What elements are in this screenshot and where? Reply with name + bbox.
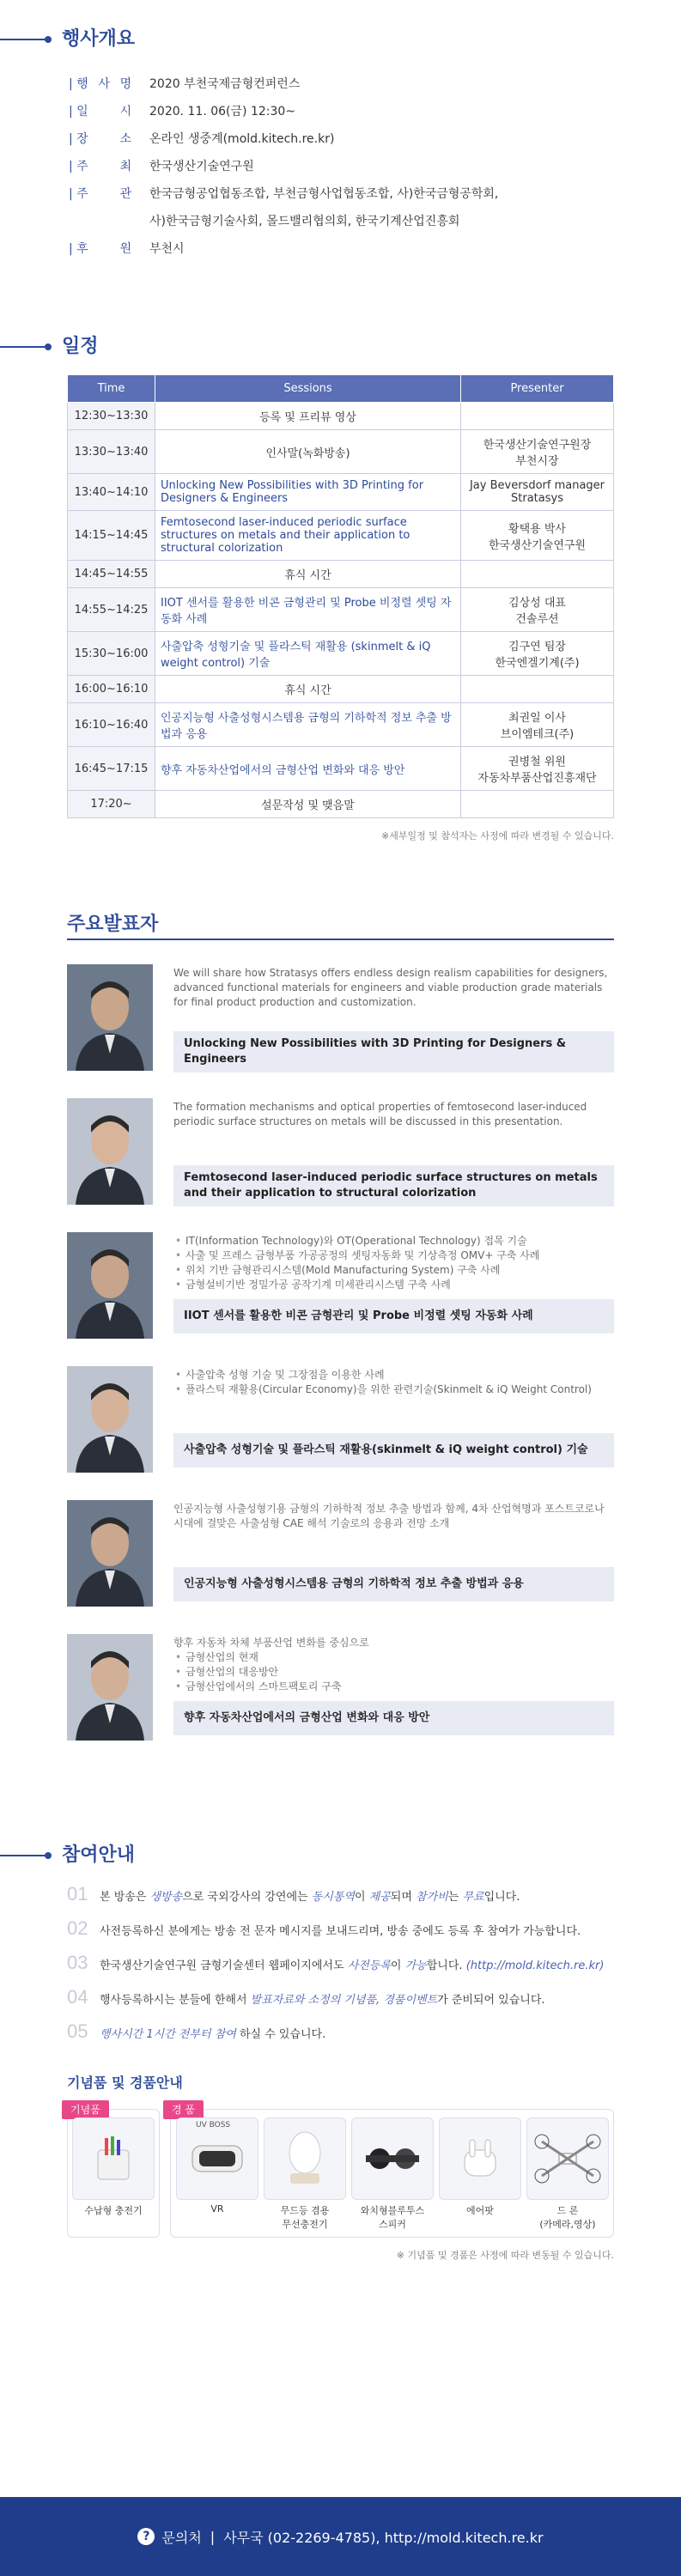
speaker-description xyxy=(173,1368,611,1397)
speaker-photo xyxy=(67,1366,153,1473)
overview-value: 온라인 생중계(mold.kitech.re.kr) xyxy=(149,132,335,146)
session-time: 14:45~14:55 xyxy=(68,561,155,588)
item-text: 행사등록하시는 분들에 한해서 발표자료와 소정의 기념품, 경품이벤트가 준비되어 있습니다. xyxy=(100,1994,545,2007)
conference-page xyxy=(0,15,681,2576)
speaker-card xyxy=(67,1624,614,1758)
airpods-icon xyxy=(439,2117,521,2200)
session-title: 인사말(녹화방송) xyxy=(155,430,461,474)
session-title: 사출압축 성형기술 및 플라스틱 재활용 (skinmelt & iQ weight control) 기술 xyxy=(155,632,461,676)
schedule-table xyxy=(67,374,614,818)
table-row xyxy=(68,430,614,474)
speaker-topic: Femtosecond laser-induced periodic surface structures on metals and their application to structural colorization xyxy=(173,1165,614,1206)
schedule-note: ※세부일정 및 참석자는 사정에 따라 변경될 수 있습니다. xyxy=(381,830,614,841)
table-row xyxy=(68,474,614,511)
watch-speaker-icon xyxy=(351,2117,434,2200)
list-item: • 위치 기반 금형관리시스템(Mold Manufacturing System) 구축 사례 xyxy=(173,1263,611,1278)
drone-icon xyxy=(526,2117,609,2200)
gift-charger: 수납형 충전기 xyxy=(72,2117,155,2217)
gift-prize: 드 론 (카메라,영상) xyxy=(526,2117,610,2231)
gifts-title: 기념품 및 경품안내 xyxy=(67,2075,183,2091)
list-item: • 사출 및 프레스 금형부품 가공공정의 셋팅자동화 및 기상측정 OMV+ 구축 사례 xyxy=(173,1249,611,1263)
speakers-title: 주요발표자 xyxy=(67,914,159,935)
session-title: 등록 및 프리뷰 영상 xyxy=(155,403,461,430)
speaker-topic: 인공지능형 사출성형시스템용 금형의 기하학적 정보 추출 방법과 응용 xyxy=(173,1567,614,1601)
schedule-column-header: Time xyxy=(68,375,155,403)
table-row xyxy=(68,791,614,818)
session-time: 15:30~16:00 xyxy=(68,632,155,676)
overview-row xyxy=(69,98,681,125)
item-text: 행사시간 1시간 전부터 참여 하실 수 있습니다. xyxy=(100,2028,326,2041)
footer-text[interactable]: 사무국 (02-2269-4785), http://mold.kitech.re.kr xyxy=(223,2529,544,2546)
session-presenter: 한국생산기술연구원장 부천시장 xyxy=(461,430,614,474)
table-row xyxy=(68,588,614,632)
question-icon: ? xyxy=(137,2528,155,2545)
overview-label: | 일 시 xyxy=(69,105,132,118)
table-row xyxy=(68,403,614,430)
item-number: 05 xyxy=(67,2020,88,2042)
overview-list xyxy=(0,67,681,263)
session-time: 14:55~14:25 xyxy=(68,588,155,632)
speaker-photo xyxy=(67,1500,153,1607)
overview-row xyxy=(69,153,681,180)
list-item: • IT(Information Technology)와 OT(Operational Technology) 접목 기술 xyxy=(173,1234,611,1249)
charger-icon xyxy=(72,2117,155,2200)
list-item: • 플라스틱 재활용(Circular Economy)을 위한 관련기술(Skinmelt & iQ Weight Control) xyxy=(173,1382,611,1397)
participation-item xyxy=(67,1986,681,2020)
speaker-topic: Unlocking New Possibilities with 3D Printing for Designers & Engineers xyxy=(173,1031,614,1072)
speaker-description: We will share how Stratasys offers endless design realism capabilities for designers, advanced functional materials for engineers and viable production grade materials for final product production and customization. xyxy=(173,967,608,1008)
prize-tag: 경 품 xyxy=(163,2100,204,2119)
session-presenter xyxy=(461,403,614,430)
session-time: 16:00~16:10 xyxy=(68,676,155,703)
table-row xyxy=(68,632,614,676)
item-number: 02 xyxy=(67,1917,88,1939)
participation-list xyxy=(0,1883,681,2055)
schedule-header-row xyxy=(68,375,614,403)
session-title: IIOT 센서를 활용한 비콘 금형관리 및 Probe 비정렬 셋팅 자동화 사례 xyxy=(155,588,461,632)
speaker-description xyxy=(173,1234,611,1292)
schedule-column-header: Presenter xyxy=(461,375,614,403)
overview-value: 사)한국금형기술사회, 몰드밸리협의회, 한국기계산업진흥회 xyxy=(149,215,460,228)
participation-title: 참여안내 xyxy=(62,1844,136,1866)
brand-label: UV BOSS xyxy=(196,2121,231,2129)
overview-row xyxy=(69,235,681,263)
overview-value: 한국생산기술연구원 xyxy=(149,160,254,173)
session-time: 14:15~14:45 xyxy=(68,511,155,561)
speaker-photo xyxy=(67,1098,153,1205)
session-time: 17:20~ xyxy=(68,791,155,818)
speaker-description: 인공지능형 사출성형기용 금형의 기하학적 정보 추출 방법과 함께, 4차 산업혁명과 포스트코로나 시대에 걸맞은 사출성형 CAE 해석 기술로의 응용과 전망 소개 xyxy=(173,1503,605,1529)
speakers-list xyxy=(0,954,681,1758)
footer-label: 문의처 xyxy=(161,2529,202,2546)
overview-title: 행사개요 xyxy=(62,28,136,50)
mood-lamp-icon xyxy=(264,2117,346,2200)
speaker-description: The formation mechanisms and optical properties of femtosecond laser-induced periodic surface structures on metals will be discussed in this presentation. xyxy=(173,1101,587,1127)
item-text: 사전등록하신 분에게는 방송 전 문자 메시지를 보내드리며, 방송 중에도 등록 후 참여가 가능합니다. xyxy=(100,1925,581,1938)
session-title: 설문작성 및 맺음말 xyxy=(155,791,461,818)
overview-row xyxy=(69,125,681,153)
session-title: Femtosecond laser-induced periodic surface structures on metals and their application to structural colorization xyxy=(155,511,461,561)
overview-label: | 장 소 xyxy=(69,132,132,146)
session-title: 휴식 시간 xyxy=(155,676,461,703)
session-presenter: 김상성 대표 건솔루션 xyxy=(461,588,614,632)
speaker-card xyxy=(67,1222,614,1356)
item-number: 04 xyxy=(67,1986,88,2008)
session-time: 12:30~13:30 xyxy=(68,403,155,430)
session-time: 13:30~13:40 xyxy=(68,430,155,474)
session-presenter xyxy=(461,561,614,588)
speaker-topic: 사출압축 성형기술 및 플라스틱 재활용(skinmelt & iQ weight control) 기술 xyxy=(173,1433,614,1467)
speaker-card xyxy=(67,1356,614,1490)
item-text: 본 방송은 생방송으로 국외강사의 강연에는 동시통역이 제공되며 참가비는 무료입니다. xyxy=(100,1891,520,1904)
session-title: Unlocking New Possibilities with 3D Printing for Designers & Engineers xyxy=(155,474,461,511)
table-row xyxy=(68,561,614,588)
speakers-header xyxy=(67,894,614,954)
session-time: 13:40~14:10 xyxy=(68,474,155,511)
session-presenter xyxy=(461,676,614,703)
participation-item xyxy=(67,1952,681,1986)
overview-row xyxy=(69,180,681,208)
gift-prize: 와치형블루투스 스피커 xyxy=(350,2117,435,2231)
overview-value: 부천시 xyxy=(149,242,185,256)
overview-label: | 주 관 xyxy=(69,187,132,201)
speaker-description: 향후 자동차 차체 부품산업 변화를 중심으로 • 금형산업의 현재 • 금형산업의 대응방안 • 금형산업에서의 스마트팩토리 구축 xyxy=(173,1636,611,1694)
souvenir-tag: 기념품 xyxy=(62,2100,109,2119)
session-presenter: 최권일 이사 브이엠테크(주) xyxy=(461,703,614,747)
session-presenter: 김구연 팀장 한국엔겔기계(주) xyxy=(461,632,614,676)
speaker-photo xyxy=(67,1232,153,1339)
overview-header xyxy=(0,15,681,67)
speaker-photo xyxy=(67,1634,153,1741)
speaker-card xyxy=(67,954,614,1088)
speaker-card xyxy=(67,1490,614,1624)
overview-label: | 행 사 명 xyxy=(69,77,132,91)
overview-label: | 후 원 xyxy=(69,242,132,256)
vr-headset-icon xyxy=(176,2117,258,2200)
schedule-header xyxy=(0,323,681,374)
gifts-note: ※ 기념품 및 경품은 사정에 따라 변동될 수 있습니다. xyxy=(396,2250,614,2261)
list-item: • 사출압축 성형 기술 및 그장점을 이용한 사례 xyxy=(173,1368,611,1382)
overview-row xyxy=(69,208,681,235)
schedule-table-wrap xyxy=(0,374,681,818)
table-row xyxy=(68,703,614,747)
list-item: • 금형산업의 현재 xyxy=(173,1650,611,1665)
table-row xyxy=(68,676,614,703)
speaker-topic: 향후 자동차산업에서의 금형산업 변화와 대응 방안 xyxy=(173,1701,614,1735)
overview-value: 2020 부천국제금형컨퍼런스 xyxy=(149,77,301,91)
list-item: • 금형산업에서의 스마트팩토리 구축 xyxy=(173,1680,611,1694)
gifts-box xyxy=(67,2100,614,2238)
overview-row xyxy=(69,70,681,98)
overview-label xyxy=(69,208,149,235)
session-presenter: 권병철 위원 자동차부품산업진흥재단 xyxy=(461,747,614,791)
session-time: 16:45~17:15 xyxy=(68,747,155,791)
item-number: 01 xyxy=(67,1883,88,1905)
list-item: • 금형산업의 대응방안 xyxy=(173,1665,611,1680)
gift-prize: 무드등 겸용 무선충전기 xyxy=(263,2117,347,2231)
speaker-photo xyxy=(67,964,153,1071)
session-presenter: 황택용 박사 한국생산기술연구원 xyxy=(461,511,614,561)
overview-label: | 주 최 xyxy=(69,160,132,173)
schedule-column-header: Sessions xyxy=(155,375,461,403)
participation-header xyxy=(0,1832,681,1883)
overview-value: 2020. 11. 06(금) 12:30~ xyxy=(149,105,296,118)
table-row xyxy=(68,511,614,561)
participation-item xyxy=(67,1917,681,1952)
gift-prize: VR xyxy=(175,2117,259,2215)
item-text: 한국생산기술연구원 금형기술센터 웹페이지에서도 사전등록이 가능합니다. (http://mold.kitech.re.kr) xyxy=(100,1959,605,1972)
speaker-card xyxy=(67,1088,614,1222)
overview-value: 한국금형공업협동조합, 부천금형사업협동조합, 사)한국금형공학회, xyxy=(149,187,499,201)
session-title: 휴식 시간 xyxy=(155,561,461,588)
table-row xyxy=(68,747,614,791)
session-presenter xyxy=(461,791,614,818)
session-title: 향후 자동차산업에서의 금형산업 변화와 대응 방안 xyxy=(155,747,461,791)
participation-item xyxy=(67,1883,681,1917)
speaker-topic: IIOT 센서를 활용한 비콘 금형관리 및 Probe 비정렬 셋팅 자동화 사례 xyxy=(173,1299,614,1334)
participation-item xyxy=(67,2020,681,2055)
schedule-title: 일정 xyxy=(62,336,99,357)
item-number: 03 xyxy=(67,1952,88,1973)
session-title: 인공지능형 사출성형시스템용 금형의 기하학적 정보 추출 방법과 응용 xyxy=(155,703,461,747)
list-item: • 금형설비기반 정밀가공 공작기계 미세관리시스템 구축 사례 xyxy=(173,1278,611,1292)
session-time: 16:10~16:40 xyxy=(68,703,155,747)
gift-prize: 에어팟 xyxy=(438,2117,522,2217)
footer-contact: ? 문의처 | 사무국 (02-2269-4785), http://mold.kitech.re.kr xyxy=(0,2497,681,2576)
session-presenter: Jay Beversdorf manager Stratasys xyxy=(461,474,614,511)
